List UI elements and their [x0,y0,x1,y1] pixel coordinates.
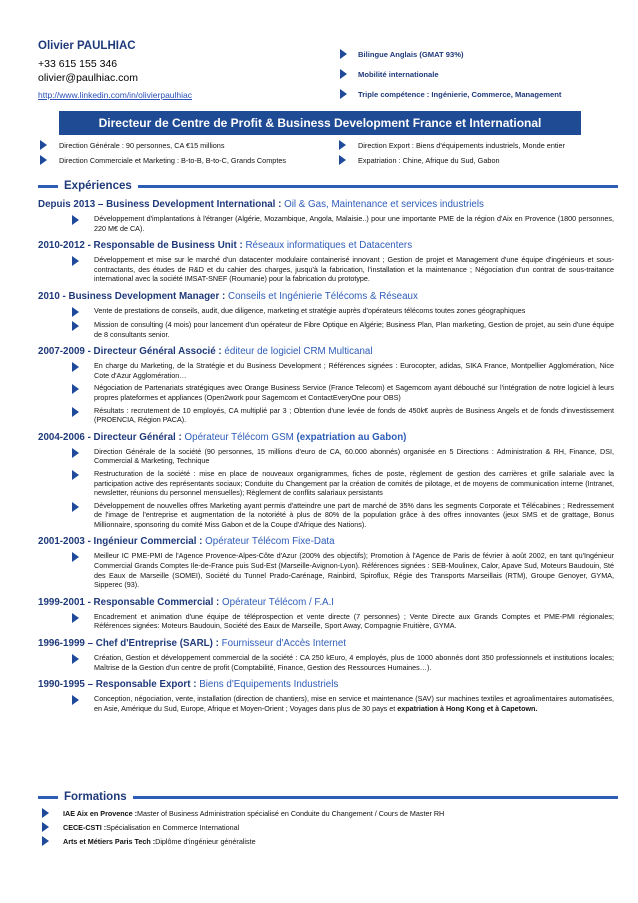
divider [38,185,58,188]
job-role: 1990-1995 – Responsable Export : [38,679,200,691]
bullet-text: En charge du Marketing, de la Stratégie et du Business Development ; Références signées : Eurocopter, adidas, SIKA France, Montpellier Agglomération, Nice Cote d'Azur Agglomération… [94,361,614,380]
job-bullet [38,653,614,672]
job-title [38,239,614,252]
job-bullet [38,469,614,498]
formation-item: IAE Aix en Provence : Master of Business Administration spécialisé en Conduite du Changement / Cours de Master RH [38,806,598,820]
bullet-text: Vente de prestations de conseils, audit, due diligence, marketing et stratégie auprès d'opérateurs télécoms toutes zones géographiques [94,305,526,315]
formation-item: Arts et Métiers Paris Tech : Diplôme d'ingénieur généraliste [38,834,598,848]
section-title: Formations [64,791,127,803]
job-sector: Réseaux informatiques et Datacenters [245,240,413,252]
triangle-bullet-icon [340,49,347,59]
job-role: 2004-2006 - Directeur Général : [38,431,185,443]
bullet-text: Développement de nouvelles offres Marketing ayant permis d'atteindre une part de marché de 35% dans les segments Corporate et Télécabines ; Redressement de l'image de l'entreprise et augmentation de la notoriété à plus de 80% de la population grâce à des offres innovantes (jeux SMS et de grattage, Bonus Millionnaire, sponsoring du comité Miss Gabon et de la Coupe d'Afrique des Nations). [94,500,614,529]
job-title [38,198,614,211]
highlight-item: Expatriation : Chine, Afrique du Sud, Gabon [339,155,500,165]
job-bullet [38,612,614,631]
triangle-bullet-icon [340,69,347,79]
job-bullet [38,383,614,402]
bullet-text: Négociation de Partenariats stratégiques avec Orange Business Service (France Telecom) et Sagemcom ayant débouché sur l'intégration de notre logiciel à leurs propres plateformes et appliances (Open2work pour Sagemcom et ContactEveryOne pour OBS) [94,383,614,402]
triangle-bullet-icon [72,502,79,512]
triangle-bullet-icon [72,448,79,458]
job-sector: Opérateur Télécom GSM [184,431,297,443]
section-title: Expériences [64,180,132,192]
triangle-bullet-icon [72,470,79,480]
divider [133,796,618,799]
bullet-text: Mission de consulting (4 mois) pour lancement d'un opérateur de Fibre Optique en Algérie; Business Plan, Plan marketing, Gestion de projet, au sein d'une équipe de 8 consultants senior. [94,319,614,339]
triangle-bullet-icon [72,654,79,664]
divider [138,185,618,188]
job-sector: Oil & Gas, Maintenance et services industriels [284,199,484,210]
job-sector: éditeur de logiciel CRM Multicanal [224,346,373,358]
job-sector: Conseils et Ingénierie Télécoms & Réseaux [228,290,418,302]
divider [38,796,58,799]
triangle-bullet-icon [72,613,79,623]
headline-banner: Directeur de Centre de Profit & Business Development France et International [59,111,581,135]
bullet-text: Développement et mise sur le marché d'un datacenter modulaire containerisé innovant ; Gestion de projet et Management d'une équipe d'ingénieurs et sous-contractants, des études de R&D et du cahier des charges, jusqu'à la fabrication, l'installation et la maintenance ; Négociation d'un contrat de sous-traitance international avec la société IMSAT-SNEF (Roumanie) pour la fabrication du prototype. [94,255,614,284]
skill-item: Triple compétence : Ingénierie, Commerce, Management [340,84,630,104]
phone-number: +33 615 155 346 [38,58,118,70]
triangle-bullet-icon [72,407,79,417]
skill-item: Mobilité internationale [340,64,630,84]
job-entry [38,290,614,339]
formation-item: CECE-CSTI : Spécialisation en Commerce International [38,820,598,834]
job-title [38,290,614,303]
triangle-bullet-icon [72,362,79,372]
job-sector: Opérateur Télécom Fixe-Data [205,536,335,548]
job-role: 2001-2003 - Ingénieur Commercial : [38,536,206,548]
job-bullet [38,694,614,713]
triangle-bullet-icon [72,215,79,225]
job-title [38,637,614,650]
linkedin-link[interactable]: http://www.linkedin.com/in/olivierpaulhiac [38,90,193,100]
job-bullet [38,361,614,380]
job-bullet [38,214,614,233]
triangle-bullet-icon [339,155,346,165]
triangle-bullet-icon [339,140,346,150]
triangle-bullet-icon [42,822,49,832]
job-role: Depuis 2013 – Business Development International : [38,199,285,210]
job-title [38,596,614,609]
job-bullet [38,306,614,317]
triangle-bullet-icon [72,552,79,562]
triangle-bullet-icon [72,321,79,331]
triangle-bullet-icon [72,384,79,394]
job-entry [38,431,614,530]
skill-item: Bilingue Anglais (GMAT 93%) [340,44,630,64]
experiences-section-header [38,179,618,193]
job-sector: Fournisseur d'Accès Internet [221,638,347,650]
job-sector: Biens d'Equipements Industriels [199,679,339,691]
triangle-bullet-icon [72,307,79,317]
job-note: (expatriation au Gabon) [296,431,407,443]
job-bullet [38,501,614,530]
triangle-bullet-icon [72,256,79,266]
triangle-bullet-icon [42,808,49,818]
job-entry [38,678,614,713]
job-title [38,345,614,358]
bullet-text: Meilleur IC PME-PMI de l'Agence Provence-Alpes-Côte d'Azur (200% des objectifs); Promotion à l'Agence de Paris de février à août 2002, en tant qu'Ingénieur Commercial Grands Comptes Ile-de-France puis Sud-Est (Marseille-Avignon-Lyon). Références signées : SEB-Moulinex, Calor, Apave Sud, Moteurs Baudouin, Sté des Eaux de Marseille (SOMEI), Société du Tunnel Prado-Carénage, Rainbird, Spiroflux, Régie des Transports Marseillais (RTM), Groupe Genoyer, GYMA, Sipperec (93). [94,551,614,590]
job-entry [38,637,614,672]
key-skills [340,44,630,104]
bullet-text: Conception, négociation, vente, installation (direction de chantiers), mise en service et maintenance (SAV) sur machines textiles et agroalimentaires automatisées, en Asie, Amérique du Sud, Europe, Afrique et Moyen-Orient ; Voyages dans plus de 30 pays et expatriation à Hong Kong et à Capetown. [94,694,614,713]
job-role: 2007-2009 - Directeur Général Associé : [38,346,225,358]
highlight-item: Direction Export : Biens d'équipements industriels, Monde entier [339,140,565,150]
job-role: 2010-2012 - Responsable de Business Unit : [38,240,246,252]
job-title [38,535,614,548]
highlight-item: Direction Commerciale et Marketing : B-to-B, B-to-C, Grands Comptes [40,155,286,165]
triangle-bullet-icon [40,140,47,150]
bullet-text: Création, Gestion et développement commercial de la société : CA 250 kEuro, 4 employés, plus de 1000 abonnés dont 350 professionnels et institutions locales; Maîtrise de la Gestion d'un centre de profit (Comptabilité, Finance, Gestion des Ressources Humaines…). [94,653,614,672]
job-role: 2010 - Business Development Manager : [38,290,229,302]
job-entry [38,535,614,589]
triangle-bullet-icon [40,155,47,165]
email-address: olivier@paulhiac.com [38,72,138,84]
job-sector: Opérateur Télécom / F.A.I [222,596,335,608]
job-bullet [38,320,614,339]
formations-section-header [38,790,618,804]
bullet-text: Direction Générale de la société (90 personnes, 15 millions d'euro de CA, 60.000 abonnés) organisée en 5 Directions : Administration & RH, Finance, DSI, Commercial & Marketing, Technique [94,446,614,466]
experience-list [38,198,614,719]
bullet-text: Développement d'implantations à l'étranger (Algérie, Mozambique, Angola, Malaisie..) pour une importante PME de la région d'Aix en Provence (1800 personnes, 220 M€ de CA). [94,214,614,233]
job-bullet [38,255,614,284]
job-entry [38,198,614,233]
job-entry [38,345,614,425]
job-role: 1996-1999 – Chef d'Entreprise (SARL) : [38,638,222,650]
bullet-text: Résultats : recrutement de 10 employés, CA multiplié par 3 ; Obtention d'une levée de fonds de 450k€ auprès de Business Angels et de fonds d'investissement (PROENCIA, Région PACA). [94,405,614,425]
bullet-text: Encadrement et animation d'une équipe de téléprospection et vente directe (7 personnes) ; Vente Directe aux Grands Comptes et PME-PMI régionales; Références signées: Moteurs Baudouin, Société des Eaux de Marseille, Sport Away, Compagnie Fruitière, GYMA. [94,611,614,631]
triangle-bullet-icon [42,836,49,846]
job-title [38,678,614,691]
triangle-bullet-icon [72,695,79,705]
highlight-item: Direction Générale : 90 personnes, CA €15 millions [40,140,224,150]
job-bullet [38,406,614,425]
job-bullet [38,447,614,466]
job-title [38,431,614,444]
job-role: 1999-2001 - Responsable Commercial : [38,596,223,608]
job-bullet [38,551,614,589]
job-entry [38,596,614,631]
job-entry [38,239,614,284]
triangle-bullet-icon [340,89,347,99]
candidate-name: Olivier PAULHIAC [38,40,136,52]
bullet-text: Restructuration de la société : mise en place de nouveaux organigrammes, fiches de poste, règlement de gestion des carrières et grille salariale avec la participation active des représentants sociaux; Conduite du Changement par la création de comités de pilotage, et de moyens de communication interne (Intranet, newsletter, réunions du personnel mensuelles); Règlement de conflits salariaux persistants [94,468,614,498]
formation-list [38,806,598,848]
